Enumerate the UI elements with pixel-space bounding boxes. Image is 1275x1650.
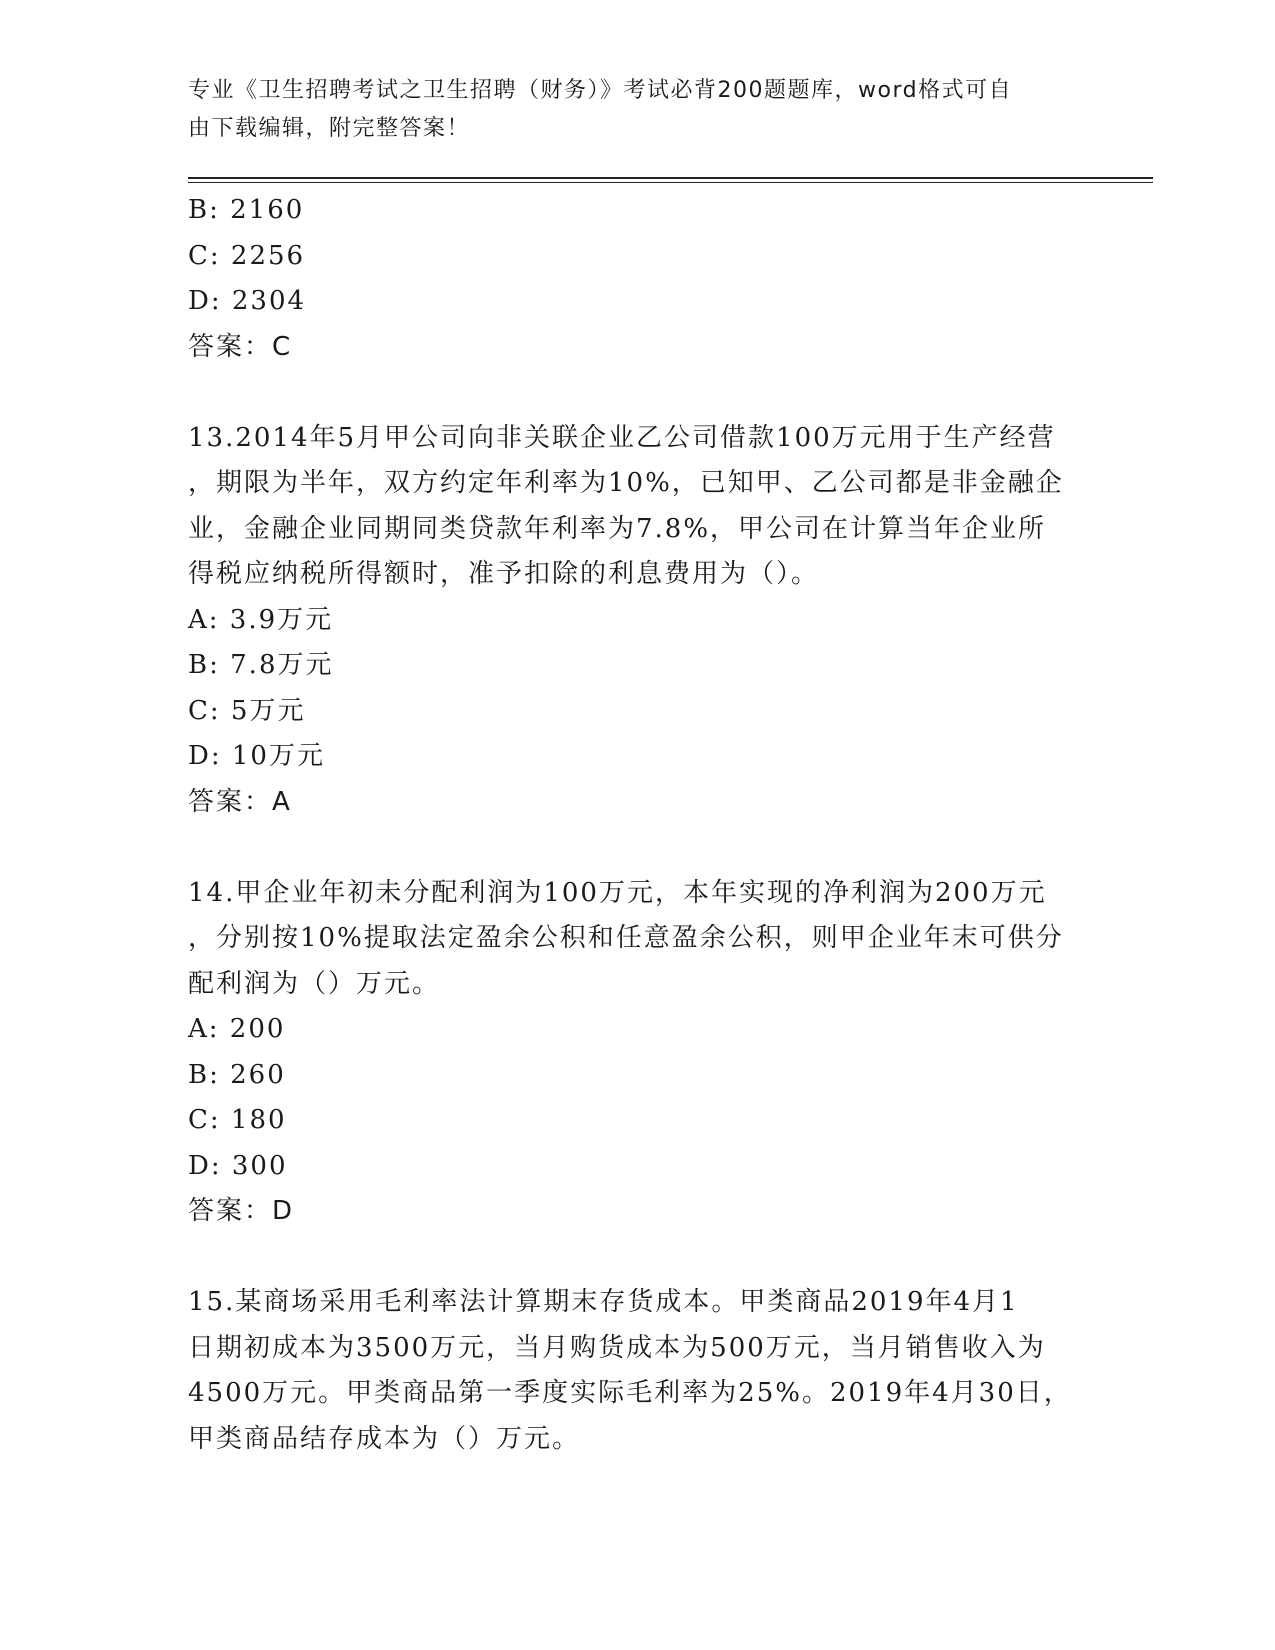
option-c: C: 5万元 xyxy=(188,695,306,726)
question-14 xyxy=(188,871,1088,1235)
option-d: D: 2304 xyxy=(188,286,307,316)
question-text-line: 配利润为（）万元。 xyxy=(188,968,441,999)
option-d: D: 10万元 xyxy=(188,741,325,771)
question-text-line: 4500万元。甲类商品第一季度实际毛利率为25%。2019年4月30日， xyxy=(188,1378,1072,1408)
option-d: D: 300 xyxy=(188,1150,288,1181)
question-text-line: 15.某商场采用毛利率法计算期末存货成本。甲类商品2019年4月1 xyxy=(188,1287,1019,1317)
header-line-2: 由下载编辑，附完整答案！ xyxy=(188,116,471,141)
question-13 xyxy=(188,416,1088,826)
document-body xyxy=(188,188,1088,1462)
header-line-1: 专业《卫生招聘考试之卫生招聘（财务）》考试必背200题题库，word格式可自 xyxy=(188,78,1013,103)
question-15 xyxy=(188,1280,1088,1462)
question-text-line: 14.甲企业年初未分配利润为100万元，本年实现的净利润为200万元 xyxy=(188,877,1047,908)
question-text-line: 日期初成本为3500万元，当月购货成本为500万元，当月销售收入为 xyxy=(188,1332,1046,1363)
option-a: A: 3.9万元 xyxy=(188,604,334,635)
question-text-line: ，期限为半年，双方约定年利率为10%，已知甲、乙公司都是非金融企 xyxy=(188,468,1064,498)
option-b: B: 7.8万元 xyxy=(188,650,334,680)
question-text-line: ，分别按10%提取法定盈余公积和任意盈余公积，则甲企业年末可供分 xyxy=(188,923,1064,953)
option-a: A: 200 xyxy=(188,1014,286,1044)
question-12 xyxy=(188,188,1088,370)
option-b: B: 260 xyxy=(188,1059,286,1090)
answer: 答案：A xyxy=(188,786,292,817)
header-rule-thin xyxy=(188,182,1153,183)
document-header xyxy=(188,72,1068,148)
spacer xyxy=(188,370,1088,416)
question-text-line: 甲类商品结存成本为（）万元。 xyxy=(188,1423,581,1454)
spacer xyxy=(188,1235,1088,1281)
answer: 答案：D xyxy=(188,1196,295,1226)
answer: 答案：C xyxy=(188,331,293,362)
option-c: C: 180 xyxy=(188,1105,287,1135)
option-c: C: 2256 xyxy=(188,240,306,271)
question-text-line: 得税应纳税所得额时，准予扣除的利息费用为（）。 xyxy=(188,559,820,589)
spacer xyxy=(188,825,1088,871)
question-text-line: 业，金融企业同期同类贷款年利率为7.8%，甲公司在计算当年企业所 xyxy=(188,513,1047,544)
header-rule-thick xyxy=(188,177,1153,179)
option-b: B: 2160 xyxy=(188,195,305,225)
question-text-line: 13.2014年5月甲公司向非关联企业乙公司借款100万元用于生产经营 xyxy=(188,422,1056,453)
